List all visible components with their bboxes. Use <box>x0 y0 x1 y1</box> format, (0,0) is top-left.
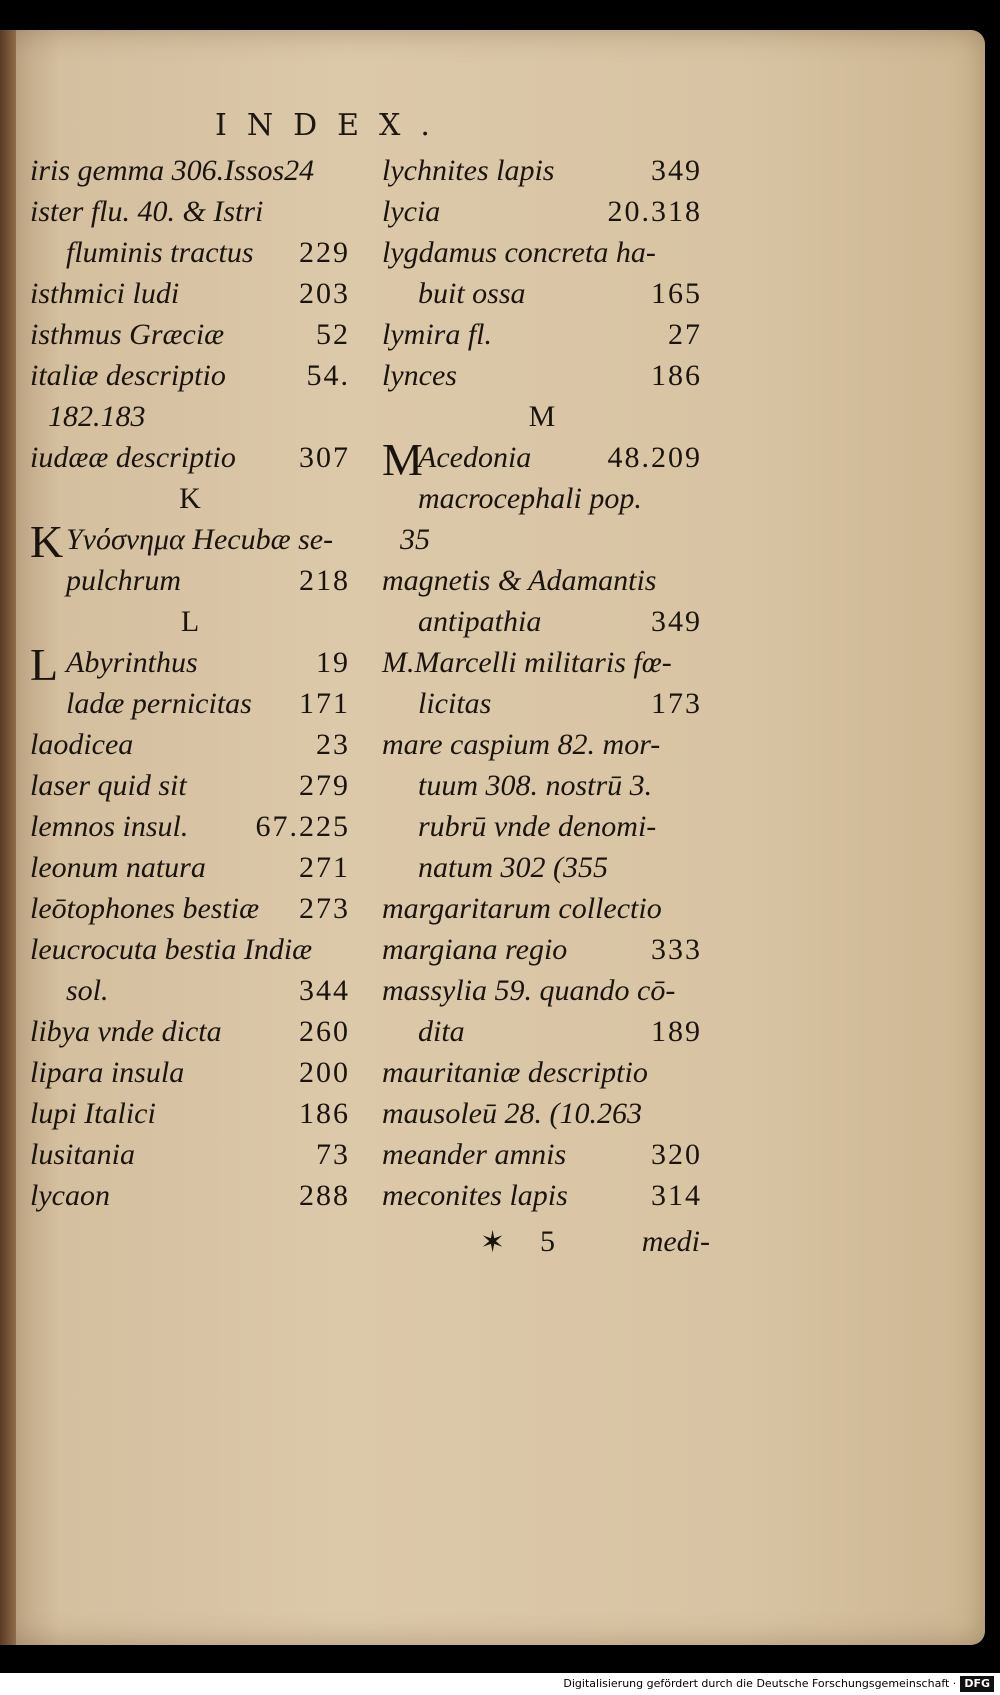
index-entry <box>382 232 702 273</box>
index-entry <box>382 478 702 519</box>
entry-term: M.Marcelli militaris fœ- <box>382 646 672 679</box>
entry-term: iris gemma 306.Issos24 <box>30 154 315 187</box>
index-entry <box>30 1134 350 1175</box>
entry-term: Abyrinthus <box>66 646 198 679</box>
index-entry <box>30 560 350 601</box>
asterisk-mark: ✶ <box>480 1226 506 1259</box>
entry-term: italiæ descriptio <box>30 359 226 392</box>
entry-term: meconites lapis <box>382 1179 568 1212</box>
entry-page-number: 27 <box>668 318 702 351</box>
entry-term: iudææ descriptio <box>30 441 236 474</box>
page-header: INDEX. <box>215 108 450 143</box>
entry-page-number: 186 <box>299 1097 350 1130</box>
entry-page-number: 203 <box>299 277 350 310</box>
digitization-footer <box>0 1673 1000 1695</box>
index-entry <box>382 683 702 724</box>
entry-term: lynces <box>382 359 457 392</box>
book-spine <box>0 30 16 1645</box>
index-entry <box>30 1052 350 1093</box>
entry-page-number: 67.225 <box>255 810 350 843</box>
entry-page-number: 52 <box>316 318 350 351</box>
entry-page-number: 189 <box>651 1015 702 1048</box>
index-entry <box>382 1093 702 1134</box>
index-entry <box>30 639 350 690</box>
entry-term: leonum natura <box>30 851 206 884</box>
entry-term: pulchrum <box>66 564 181 597</box>
index-column-right <box>382 150 702 1216</box>
index-entry <box>30 888 350 929</box>
entry-term: meander amnis <box>382 1138 567 1171</box>
entry-term: lycia <box>382 195 441 228</box>
index-entry <box>382 355 702 396</box>
section-letter: K <box>179 482 201 515</box>
index-entry <box>382 888 702 929</box>
index-entry <box>382 847 702 888</box>
signature-mark: 5 <box>540 1225 555 1258</box>
entry-term: leucrocuta bestia Indiæ <box>30 933 313 966</box>
index-entry <box>382 929 702 970</box>
index-entry <box>30 765 350 806</box>
entry-page-number: 333 <box>651 933 702 966</box>
entry-term: laser quid sit <box>30 769 187 802</box>
index-entry <box>30 1175 350 1216</box>
index-entry <box>30 314 350 355</box>
section-letter: M <box>528 400 556 433</box>
entry-page-number: 307 <box>299 441 350 474</box>
entry-page-number: 20.318 <box>607 195 702 228</box>
index-entry <box>382 806 702 847</box>
entry-page-number: 200 <box>299 1056 350 1089</box>
entry-term: macrocephali pop. <box>418 482 642 515</box>
entry-term: dita <box>418 1015 465 1048</box>
entry-page-number: 173 <box>651 687 702 720</box>
entry-page-number: 344 <box>299 974 350 1007</box>
entry-term: sol. <box>66 974 109 1007</box>
index-entry <box>30 724 350 765</box>
entry-page-number: 54. <box>306 359 350 392</box>
entry-term: leōtophones bestiæ <box>30 892 260 925</box>
index-entry <box>30 273 350 314</box>
index-entry <box>382 191 702 232</box>
entry-page-number: 288 <box>299 1179 350 1212</box>
entry-term: tuum 308. nostrū 3. <box>418 769 653 802</box>
index-entry <box>30 1011 350 1052</box>
entry-page-number: 271 <box>299 851 350 884</box>
entry-term: mauritaniæ descriptio <box>382 1056 648 1089</box>
entry-term: lycaon <box>30 1179 110 1212</box>
entry-term: antipathia <box>418 605 542 638</box>
index-entry <box>382 150 702 191</box>
entry-term: licitas <box>418 687 492 720</box>
entry-term: Υνόσνημα Hecubæ se- <box>66 523 334 556</box>
index-entry <box>382 560 702 601</box>
entry-term: fluminis tractus <box>66 236 254 269</box>
entry-term: rubrū vnde denomi- <box>418 810 657 843</box>
entry-page-number: 349 <box>651 154 702 187</box>
entry-term: lipara insula <box>30 1056 185 1089</box>
index-entry <box>382 314 702 355</box>
entry-term: mare caspium 82. mor- <box>382 728 661 761</box>
entry-term: lusitania <box>30 1138 136 1171</box>
index-entry <box>30 516 350 567</box>
index-entry <box>30 396 350 437</box>
drop-initial: K <box>30 516 64 567</box>
entry-page-number: 229 <box>299 236 350 269</box>
entry-page-number: 48.209 <box>607 441 702 474</box>
entry-term: massylia 59. quando cō- <box>382 974 676 1007</box>
entry-term: lychnites lapis <box>382 154 555 187</box>
entry-page-number: 186 <box>651 359 702 392</box>
entry-page-number: 273 <box>299 892 350 925</box>
entry-term: isthmus Græciæ <box>30 318 225 351</box>
index-entry <box>382 1011 702 1052</box>
entry-page-number: 165 <box>651 277 702 310</box>
entry-term: margaritarum collectio <box>382 892 662 925</box>
drop-initial: M <box>382 434 423 485</box>
section-letter: L <box>180 605 200 638</box>
index-entry <box>382 273 702 314</box>
entry-term: natum 302 (355 <box>418 851 608 884</box>
index-entry <box>30 683 350 724</box>
index-entry <box>30 355 350 396</box>
drop-initial: L <box>30 639 59 690</box>
index-entry <box>382 724 702 765</box>
entry-term: lemnos insul. <box>30 810 189 843</box>
entry-page-number: 349 <box>651 605 702 638</box>
entry-term: 35 <box>400 523 430 556</box>
catchword: medi- <box>641 1225 710 1258</box>
entry-term: laodicea <box>30 728 134 761</box>
footer-credit: Digitalisierung gefördert durch die Deutsche Forschungsgemeinschaft · <box>563 1677 957 1690</box>
entry-term: libya vnde dicta <box>30 1015 222 1048</box>
index-entry <box>382 642 702 683</box>
index-entry <box>382 434 702 485</box>
index-entry <box>30 970 350 1011</box>
index-entry <box>382 1052 702 1093</box>
entry-term: isthmici ludi <box>30 277 180 310</box>
index-entry <box>30 847 350 888</box>
entry-term: 182.183 <box>48 400 146 433</box>
dfg-logo: DFG <box>960 1676 994 1692</box>
index-entry <box>30 232 350 273</box>
index-entry <box>30 806 350 847</box>
index-entry <box>382 519 702 560</box>
entry-page-number: 260 <box>299 1015 350 1048</box>
entry-page-number: 19 <box>316 646 350 679</box>
entry-page-number: 320 <box>651 1138 702 1171</box>
entry-term: lymira fl. <box>382 318 492 351</box>
entry-term: lygdamus concreta ha- <box>382 236 656 269</box>
entry-page-number: 314 <box>651 1179 702 1212</box>
entry-term: magnetis & Adamantis <box>382 564 657 597</box>
index-column-left <box>30 150 350 1216</box>
index-entry <box>30 437 350 478</box>
index-entry <box>382 1175 702 1216</box>
entry-term: buit ossa <box>418 277 526 310</box>
entry-page-number: 218 <box>299 564 350 597</box>
entry-term: mausoleū 28. (10.263 <box>382 1097 642 1130</box>
entry-term: margiana regio <box>382 933 568 966</box>
entry-term: ister flu. 40. & Istri <box>30 195 264 228</box>
entry-page-number: 171 <box>299 687 350 720</box>
index-entry <box>30 191 350 232</box>
entry-term: Acedonia <box>418 441 532 474</box>
entry-page-number: 73 <box>316 1138 350 1171</box>
index-entry <box>382 765 702 806</box>
catchline <box>480 1225 710 1265</box>
index-entry <box>382 1134 702 1175</box>
index-entry <box>30 150 350 191</box>
entry-page-number: 23 <box>316 728 350 761</box>
index-entry <box>30 1093 350 1134</box>
index-entry <box>30 929 350 970</box>
entry-term: ladæ pernicitas <box>66 687 252 720</box>
entry-page-number: 279 <box>299 769 350 802</box>
entry-term: lupi Italici <box>30 1097 156 1130</box>
index-entry <box>382 970 702 1011</box>
index-entry <box>382 601 702 642</box>
